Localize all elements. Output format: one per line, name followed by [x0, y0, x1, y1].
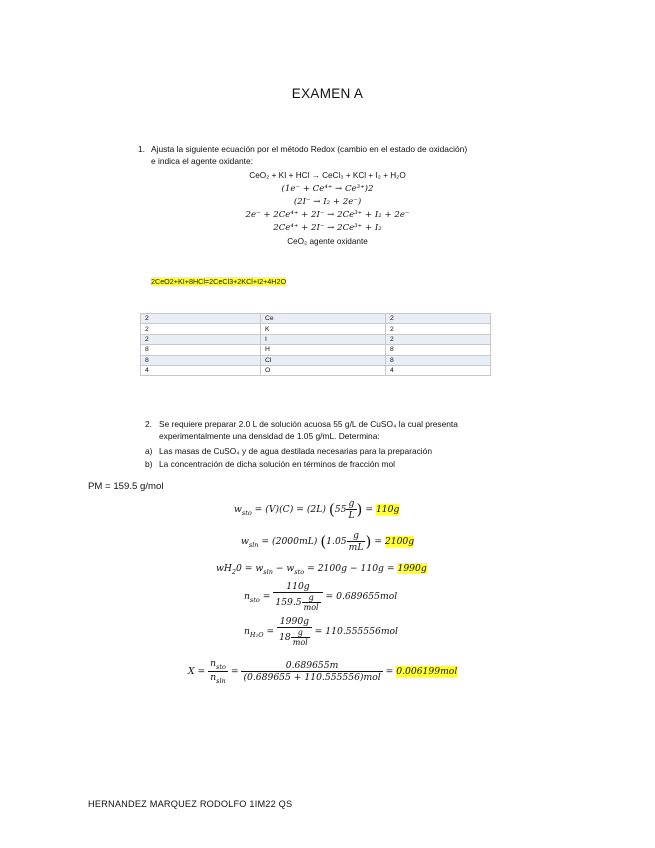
- density-value: 1.05: [326, 536, 347, 547]
- table-row: [141, 355, 491, 365]
- var-w: w: [241, 536, 249, 547]
- element-symbol: Ce: [261, 314, 386, 324]
- table-row: [141, 365, 491, 375]
- frac-den: mol: [303, 603, 319, 612]
- student-name-footer: HERNANDEZ MARQUEZ RODOLFO 1IM22 QS: [88, 799, 293, 809]
- element-symbol: O: [261, 365, 386, 375]
- sub-sln: sln: [263, 567, 273, 576]
- var-x: X: [188, 665, 195, 677]
- right-coefficient: 8: [386, 345, 491, 355]
- fraction-g-per-mol: [291, 628, 310, 647]
- half-reaction-reduction: (1e⁻ + Ce⁴⁺ → Ce³⁺)2: [281, 184, 374, 194]
- fraction-n-ratio: [208, 658, 228, 685]
- frac-den: (0.689655 + 110.555556)mol: [243, 671, 381, 683]
- paren-close: ): [365, 532, 372, 551]
- question-2-number: 2.: [145, 419, 152, 429]
- equation-n-h2o: $n_{H_2O}$ = 1990g 18 $\frac{g}{\text{mol}}$ = 110.555556mol: [244, 616, 398, 647]
- sub-sln: sln: [248, 540, 259, 549]
- result-w-h2o: 1990g: [397, 563, 427, 574]
- right-coefficient: 2: [386, 314, 491, 324]
- right-coefficient: 8: [386, 355, 491, 365]
- sub-sto: sto: [241, 508, 252, 517]
- half-reaction-oxidation: (2I⁻ → I₂ + 2e⁻): [293, 197, 362, 207]
- expr: 0 = w: [236, 563, 264, 574]
- expr: − w: [272, 563, 295, 574]
- element-symbol: I: [261, 334, 386, 344]
- equation-w-sln: $w_{sln} = (2000mL)$ (1.05 $\frac{g}{mL}$ ) = 2100g: [241, 530, 415, 553]
- molar-mass: PM = 159.5 g/mol: [88, 481, 164, 492]
- fraction-g-per-ml: [347, 530, 366, 553]
- left-coefficient: 8: [141, 355, 261, 365]
- right-coefficient: 2: [386, 324, 491, 334]
- frac-num: g: [302, 593, 321, 603]
- question-2-text: [159, 418, 519, 442]
- var-n: n: [210, 671, 217, 683]
- result-w-sto: 110g: [375, 504, 400, 515]
- left-coefficient: 2: [141, 334, 261, 344]
- frac-num: g: [347, 530, 366, 542]
- frac-den: [208, 672, 228, 685]
- frac-num: g: [346, 498, 356, 510]
- equation-w-sto: $w_{sto} = (V)(C) = (2L)$ (55 $\frac{g}{L}$ ) = 110g: [234, 498, 400, 521]
- sub-sto: sto: [294, 567, 305, 576]
- left-coefficient: 2: [141, 314, 261, 324]
- equation-n-sto: $n_{sto}$ = 110g 159.5 $\frac{g}{\text{mol}}$ = 0.689655mol: [244, 581, 398, 612]
- den-value: 18: [279, 632, 291, 643]
- concentration-value: 55: [334, 504, 347, 515]
- frac-den: mol: [292, 638, 308, 647]
- element-balance-table: [140, 313, 491, 376]
- element-symbol: Cl: [261, 355, 386, 365]
- fraction-n-sto: [273, 581, 322, 612]
- exam-title: EXAMEN A: [291, 86, 364, 101]
- paren-close: ): [356, 500, 363, 519]
- expr: = (2000mL): [258, 536, 318, 547]
- result-mole-fraction: 0.006199mol: [396, 665, 458, 677]
- question-2-line-2: experimentalmente una densidad de 1.05 g/mL. Determina:: [159, 431, 380, 441]
- left-coefficient: 4: [141, 365, 261, 375]
- reaction-equation: CeO₂ + KI + HCl → CeCl₃ + KCl + I₂ + H₂O: [249, 171, 406, 180]
- sub-sln: sln: [216, 676, 226, 685]
- var-w: w: [234, 504, 242, 515]
- var-n: n: [244, 591, 250, 602]
- frac-num: 110g: [273, 581, 322, 593]
- equation-w-h2o: [216, 563, 427, 576]
- table-row: [141, 334, 491, 344]
- table-row: [141, 345, 491, 355]
- table-row: [141, 314, 491, 324]
- question-2-line-1: Se requiere preparar 2.0 L de solución acuosa 55 g/L de CuSO₄ la cual presenta: [159, 419, 458, 429]
- table-row: [141, 324, 491, 334]
- fraction-g-per-mol: [302, 593, 321, 612]
- sub-h2o: H₂O: [249, 630, 264, 639]
- question-1-number: 1.: [138, 144, 145, 154]
- item-b-text: La concentración de dicha solución en términos de fracción mol: [159, 459, 396, 469]
- fraction-values: [241, 660, 382, 683]
- item-b-label: b): [145, 459, 153, 469]
- frac-den: mL: [348, 542, 364, 553]
- balanced-equation: 2CeO2+KI+8HCl=2CeCl3+2KCl+I2+4H2O: [151, 277, 287, 286]
- frac-num: 1990g: [277, 616, 312, 628]
- question-1-line-1: Ajusta la siguiente ecuación por el método Redox (cambio en el estado de oxidación): [151, 144, 468, 154]
- right-coefficient: 2: [386, 334, 491, 344]
- fraction-g-per-l: [346, 498, 356, 521]
- expr: = 2100g − 110g =: [304, 563, 398, 574]
- paren-open: (: [328, 500, 335, 519]
- left-coefficient: 8: [141, 345, 261, 355]
- expr: = (V)(C) = (2L): [251, 504, 326, 515]
- frac-num: g: [291, 628, 310, 638]
- frac-den: L: [348, 510, 355, 521]
- net-ionic-reaction: 2Ce⁴⁺ + 2I⁻ → 2Ce³⁺ + I₂: [273, 223, 382, 233]
- sub-sto: sto: [216, 662, 226, 671]
- var-n: n: [210, 658, 217, 669]
- result-n-h2o: = 110.555556mol: [311, 626, 398, 637]
- fraction-n-h2o: [277, 616, 312, 647]
- sub-sto: sto: [249, 595, 260, 604]
- paren-open: (: [320, 532, 327, 551]
- sub-2: 2: [231, 567, 237, 576]
- item-a-label: a): [145, 446, 153, 456]
- den-value: 159.5: [275, 597, 302, 608]
- result-n-sto: = 0.689655mol: [322, 591, 398, 602]
- frac-den: [277, 628, 312, 647]
- right-coefficient: 4: [386, 365, 491, 375]
- var-n: n: [244, 626, 250, 637]
- element-symbol: H: [261, 345, 386, 355]
- frac-den: [273, 593, 322, 612]
- question-1-text: [151, 143, 511, 167]
- question-1-line-2: e indica el agente oxidante:: [151, 156, 253, 166]
- oxidizing-agent: CeO₂ agente oxidante: [287, 237, 368, 246]
- var-wh: wH: [216, 563, 232, 574]
- item-a-text: Las masas de CuSO₄ y de agua destilada necesarias para la preparación: [159, 446, 432, 456]
- frac-num: [208, 658, 228, 672]
- equation-mole-fraction: X = $\frac{n_{sto}}{n_{sln}}$ = $\frac{0.689655m}{\text{(0.689655 + 110.555556)mol}}$ = 0.006199mol: [188, 658, 458, 685]
- left-coefficient: 2: [141, 324, 261, 334]
- element-symbol: K: [261, 324, 386, 334]
- result-w-sln: 2100g: [384, 536, 415, 547]
- sum-reaction: 2e⁻ + 2Ce⁴⁺ + 2I⁻ → 2Ce³⁺ + I₂ + 2e⁻: [245, 210, 410, 220]
- frac-num: 0.689655m: [241, 660, 382, 672]
